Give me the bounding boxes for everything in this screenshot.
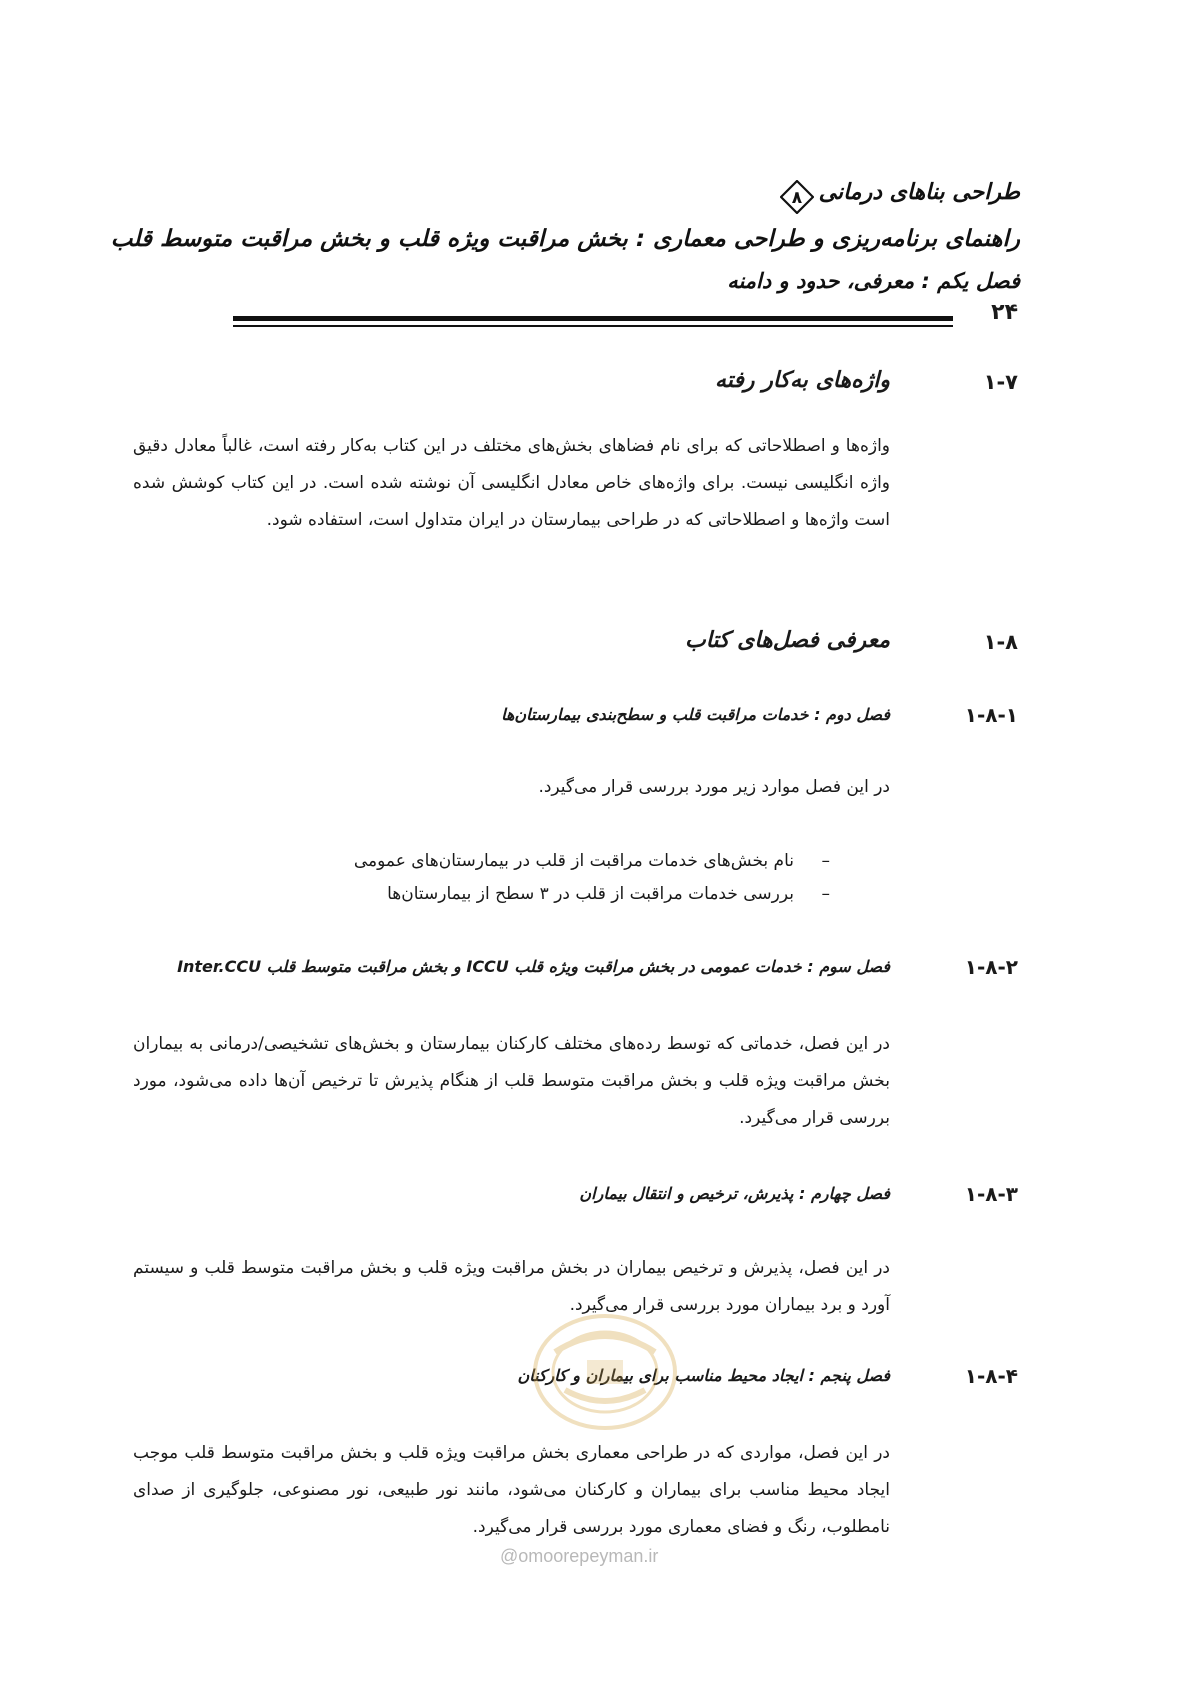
subsection-body: در این فصل، خدماتی که توسط رده‌های مختلف کارکنان بیمارستان و بخش‌های تشخیصی/درمانی به بیماران بخش مراقبت ویژه قلب و بخش مراقبت متوسط قلب از هنگام پذیرش تا ترخیص آن‌ها داده می‌شود، مورد بررسی قرار می‌گیرد. [133,1034,890,1128]
diamond-icon [780,180,814,214]
watermark-text: @omoorepeyman.ir [500,1546,659,1566]
subsection-number: ۱-۸-۳ [964,1182,1018,1206]
series-title: طراحی بناهای درمانی [818,180,1020,205]
section-body: واژه‌ها و اصطلاحاتی که برای نام فضاهای بخش‌های مختلف در این کتاب به‌کار رفته است، غالباً معادل دقیق واژه انگلیسی نیست. برای واژه‌های خاص معادل انگلیسی آن نوشته شده است. در این کتاب کوشش شده است واژه‌ها و اصطلاحاتی که در طراحی بیمارستان در ایران متداول است، استفاده شود. [133,436,890,530]
header-rule-thick [233,316,953,321]
section-number: ۱-۷ [983,370,1018,394]
watermark-seal-icon [495,1290,715,1440]
bullet-marker: – [821,884,830,904]
subsection-number: ۱-۸-۴ [964,1364,1018,1388]
volume-badge [780,180,814,214]
section-title: معرفی فصل‌های کتاب [684,628,890,653]
list-item: – بررسی خدمات مراقبت از قلب در ۳ سطح از بیمارستان‌ها [354,878,830,911]
subsection-intro: در این فصل موارد زیر مورد بررسی قرار می‌گیرد. [538,777,890,797]
subsection-body: در این فصل، مواردی که در طراحی معماری بخش مراقبت ویژه قلب و بخش مراقبت متوسط قلب موجب ایجاد محیط مناسب برای بیماران و کارکنان می‌شود، مانند نور طبیعی، نور مصنوعی، جلوگیری از صدای نامطلوب، رنگ و فضای معماری مورد بررسی قرار می‌گیرد. [133,1443,890,1537]
chapter-title: فصل یکم : معرفی، حدود و دامنه [727,269,1020,293]
subsection-title: فصل پنجم : ایجاد محیط مناسب برای بیماران و کارکنان [517,1366,890,1385]
section-title: واژه‌های به‌کار رفته [714,368,890,393]
section-number: ۱-۸ [983,630,1018,654]
subsection-title: فصل دوم : خدمات مراقبت قلب و سطح‌بندی بیمارستان‌ها [501,705,890,724]
subsection-title: فصل سوم : خدمات عمومی در بخش مراقبت ویژه قلب ICCU و بخش مراقبت متوسط قلب Inter.CCU [177,957,890,976]
subsection-number: ۱-۸-۲ [964,955,1018,979]
subsection-body: در این فصل، پذیرش و ترخیص بیماران در بخش مراقبت ویژه قلب و بخش مراقبت متوسط قلب و سیستم آورد و برد بیماران مورد بررسی قرار می‌گیرد. [133,1258,890,1315]
bullet-list [354,845,830,911]
list-item: – نام بخش‌های خدمات مراقبت از قلب در بیمارستان‌های عمومی [354,845,830,878]
bullet-marker: – [821,851,830,871]
book-title: راهنمای برنامه‌ریزی و طراحی معماری : بخش مراقبت ویژه قلب و بخش مراقبت متوسط قلب [110,226,1020,252]
header-rule-thin [233,325,953,327]
page-number: ۲۴ [991,300,1018,325]
subsection-number: ۱-۸-۱ [964,703,1018,727]
subsection-title: فصل چهارم : پذیرش، ترخیص و انتقال بیماران [579,1184,890,1203]
volume-number: ۸ [791,188,803,208]
